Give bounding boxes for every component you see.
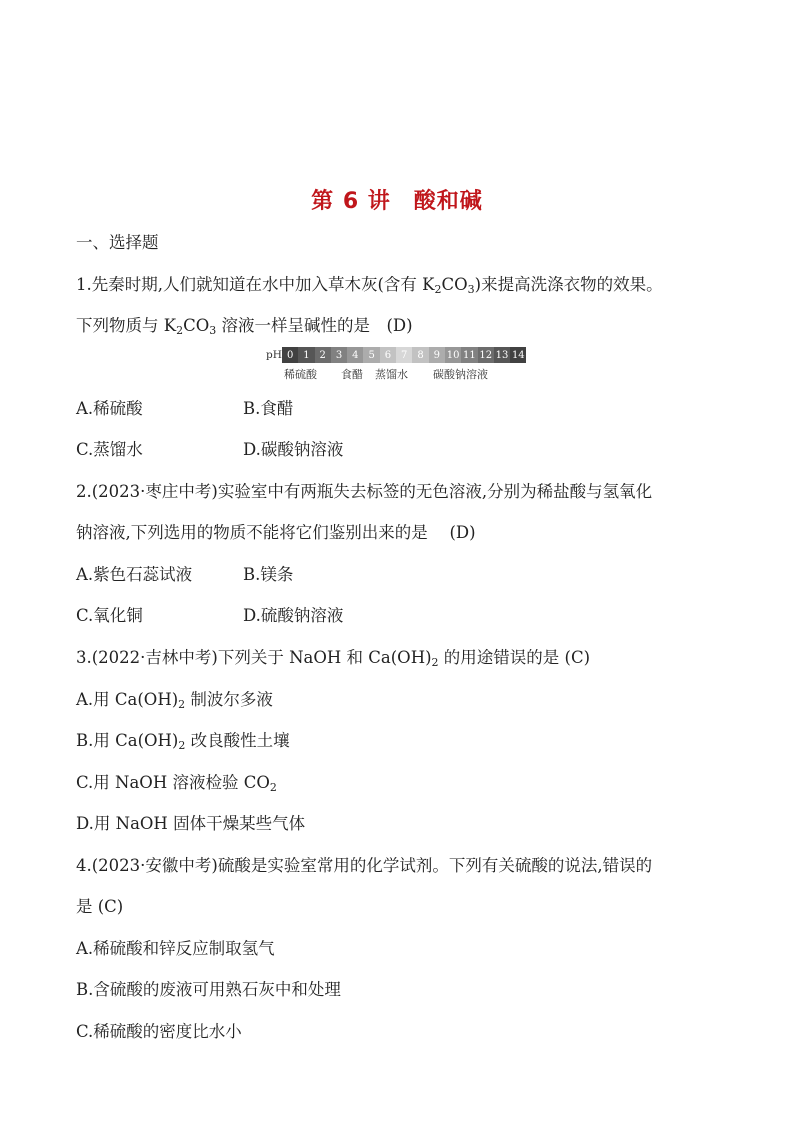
q1-stem-line2: 下列物质与 $K_2CO_3$ 溶液一样呈碱性的是 (D)	[76, 316, 413, 337]
q3-stem: 3.(2022·吉林中考)下列关于 NaOH 和 $Ca(OH)_2$ 的用途错误的是 (C)	[76, 648, 591, 669]
ph-label: pH	[266, 349, 282, 361]
ph-tick-10: 10	[445, 347, 461, 363]
q1-option-c: C.蒸馏水	[76, 440, 143, 459]
ph-tick-6: 6	[380, 347, 396, 363]
q4-stem-line1: 4.(2023·安徽中考)硫酸是实验室常用的化学试剂。下列有关硫酸的说法,错误的	[76, 856, 653, 875]
ph-tick-1: 1	[298, 347, 314, 363]
q1-option-d: D.碳酸钠溶液	[243, 440, 344, 459]
q4-option-b: B.含硫酸的废液可用熟石灰中和处理	[76, 980, 341, 999]
q4-stem-line2: 是 (C)	[76, 897, 124, 916]
q1-stem-line1: 1.先秦时期,人们就知道在水中加入草木灰(含有 $K_2CO_3$)来提高洗涤衣物的效果。	[76, 275, 663, 296]
q2-option-d: D.硫酸钠溶液	[243, 606, 344, 625]
ph-scale-figure	[266, 347, 526, 363]
q2-option-b: B.镁条	[243, 565, 294, 584]
q1-option-a: A.稀硫酸	[76, 399, 143, 418]
ph-tick-14: 14	[510, 347, 526, 363]
ph-tick-8: 8	[412, 347, 428, 363]
ph-tick-0: 0	[282, 347, 298, 363]
page-title: 第 6 讲 酸和碱	[311, 189, 483, 214]
q1-option-b: B.食醋	[243, 399, 294, 418]
q2-stem-line1: 2.(2023·枣庄中考)实验室中有两瓶失去标签的无色溶液,分别为稀盐酸与氢氧化	[76, 482, 653, 501]
ph-tick-7: 7	[396, 347, 412, 363]
ph-tick-9: 9	[429, 347, 445, 363]
ph-tick-12: 12	[478, 347, 494, 363]
section-heading: 一、选择题	[76, 233, 159, 252]
q3-option-d: D.用 NaOH 固体干燥某些气体	[76, 814, 306, 833]
ph-item-sodium-carbonate: 碳酸钠溶液	[433, 368, 488, 381]
q3-option-b: B.用 $Ca(OH)_2$ 改良酸性土壤	[76, 731, 290, 752]
q4-option-a: A.稀硫酸和锌反应制取氢气	[76, 939, 275, 958]
ph-tick-13: 13	[494, 347, 510, 363]
ph-tick-11: 11	[461, 347, 477, 363]
ph-item-distilled-water: 蒸馏水	[375, 368, 408, 381]
ph-tick-2: 2	[315, 347, 331, 363]
q4-option-c: C.稀硫酸的密度比水小	[76, 1022, 242, 1041]
ph-tick-5: 5	[363, 347, 379, 363]
q2-option-a: A.紫色石蕊试液	[76, 565, 193, 584]
ph-tick-4: 4	[347, 347, 363, 363]
ph-gradient-bar	[282, 347, 526, 363]
ph-tick-3: 3	[331, 347, 347, 363]
ph-item-vinegar: 食醋	[341, 368, 363, 381]
q2-stem-line2: 钠溶液,下列选用的物质不能将它们鉴别出来的是 (D)	[76, 523, 476, 542]
ph-item-dilute-sulfuric: 稀硫酸	[284, 368, 317, 381]
q2-option-c: C.氧化铜	[76, 606, 143, 625]
q3-option-a: A.用 $Ca(OH)_2$ 制波尔多液	[76, 690, 273, 711]
q3-option-c: C.用 NaOH 溶液检验 $CO_2$	[76, 773, 277, 794]
